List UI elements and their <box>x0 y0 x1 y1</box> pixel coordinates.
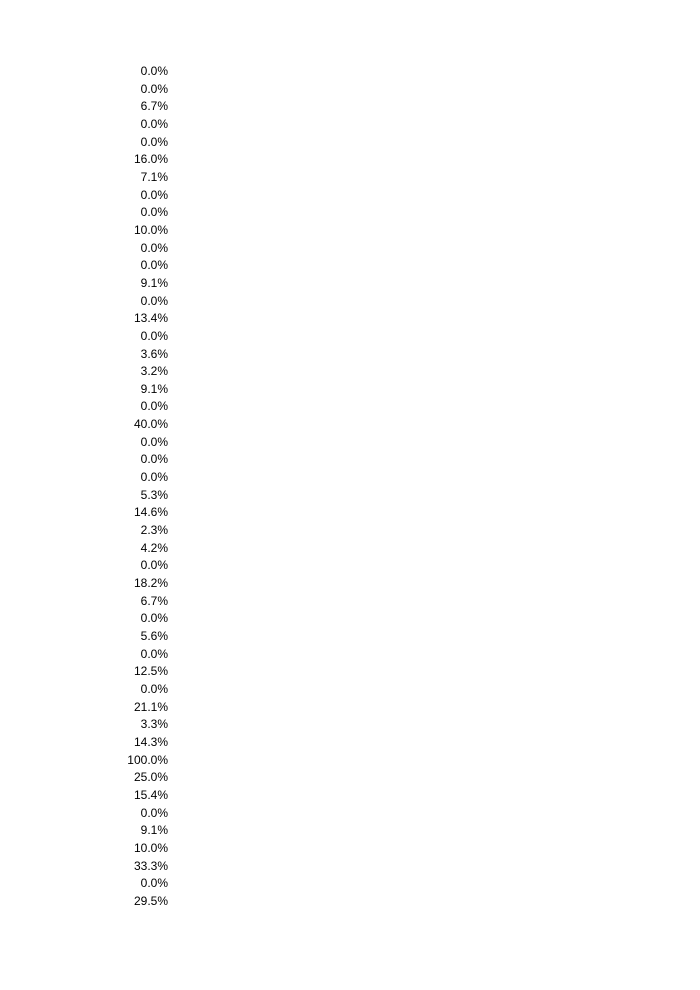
percentage-cell: 0.0% <box>140 116 168 131</box>
percentage-cell: 0.0% <box>140 205 168 220</box>
percentage-cell: 100.0% <box>127 752 168 767</box>
percentage-cell: 3.2% <box>140 364 168 379</box>
percentage-cell: 0.0% <box>140 134 168 149</box>
percentage-cell: 9.1% <box>140 381 168 396</box>
percentage-cell: 0.0% <box>140 434 168 449</box>
percentage-cell: 14.3% <box>133 734 168 749</box>
percentage-cell: 7.1% <box>140 169 168 184</box>
percentage-cell: 0.0% <box>140 293 168 308</box>
percentage-cell: 13.4% <box>133 311 168 326</box>
percentage-cell: 0.0% <box>140 646 168 661</box>
percentage-cell: 0.0% <box>140 81 168 96</box>
percentage-cell: 12.5% <box>133 664 168 679</box>
percentage-cell: 29.5% <box>133 893 168 908</box>
percentage-cell: 0.0% <box>140 681 168 696</box>
percentage-cell: 0.0% <box>140 328 168 343</box>
percentage-cell: 5.3% <box>140 487 168 502</box>
percentage-cell: 6.7% <box>140 99 168 114</box>
percentage-cell: 9.1% <box>140 275 168 290</box>
percentage-cell: 18.2% <box>133 576 168 591</box>
percentage-cell: 3.3% <box>140 717 168 732</box>
percentage-column <box>100 63 168 911</box>
percentage-cell: 14.6% <box>133 505 168 520</box>
percentage-cell: 0.0% <box>140 64 168 78</box>
percentage-cell: 10.0% <box>133 222 168 237</box>
percentage-cell: 0.0% <box>140 240 168 255</box>
percentage-cell: 15.4% <box>133 787 168 802</box>
percentage-cell: 0.0% <box>140 611 168 626</box>
percentage-cell: 4.2% <box>140 540 168 555</box>
percentage-cell: 0.0% <box>140 470 168 485</box>
percentage-cell: 16.0% <box>133 152 168 167</box>
percentage-cell: 9.1% <box>140 823 168 838</box>
percentage-cell: 6.7% <box>140 593 168 608</box>
percentage-cell: 40.0% <box>133 417 168 432</box>
percentage-cell: 25.0% <box>133 770 168 785</box>
percentage-cell: 10.0% <box>133 840 168 855</box>
percentage-cell: 0.0% <box>140 258 168 273</box>
percentage-cell: 0.0% <box>140 558 168 573</box>
percentage-cell: 0.0% <box>140 399 168 414</box>
percentage-cell: 0.0% <box>140 805 168 820</box>
percentage-cell: 3.6% <box>140 346 168 361</box>
percentage-cell: 21.1% <box>133 699 168 714</box>
percentage-cell: 33.3% <box>133 858 168 873</box>
percentage-cell: 2.3% <box>140 523 168 538</box>
percentage-cell: 0.0% <box>140 187 168 202</box>
percentage-cell: 0.0% <box>140 876 168 891</box>
percentage-cell: 5.6% <box>140 629 168 643</box>
percentage-cell: 0.0% <box>140 452 168 467</box>
